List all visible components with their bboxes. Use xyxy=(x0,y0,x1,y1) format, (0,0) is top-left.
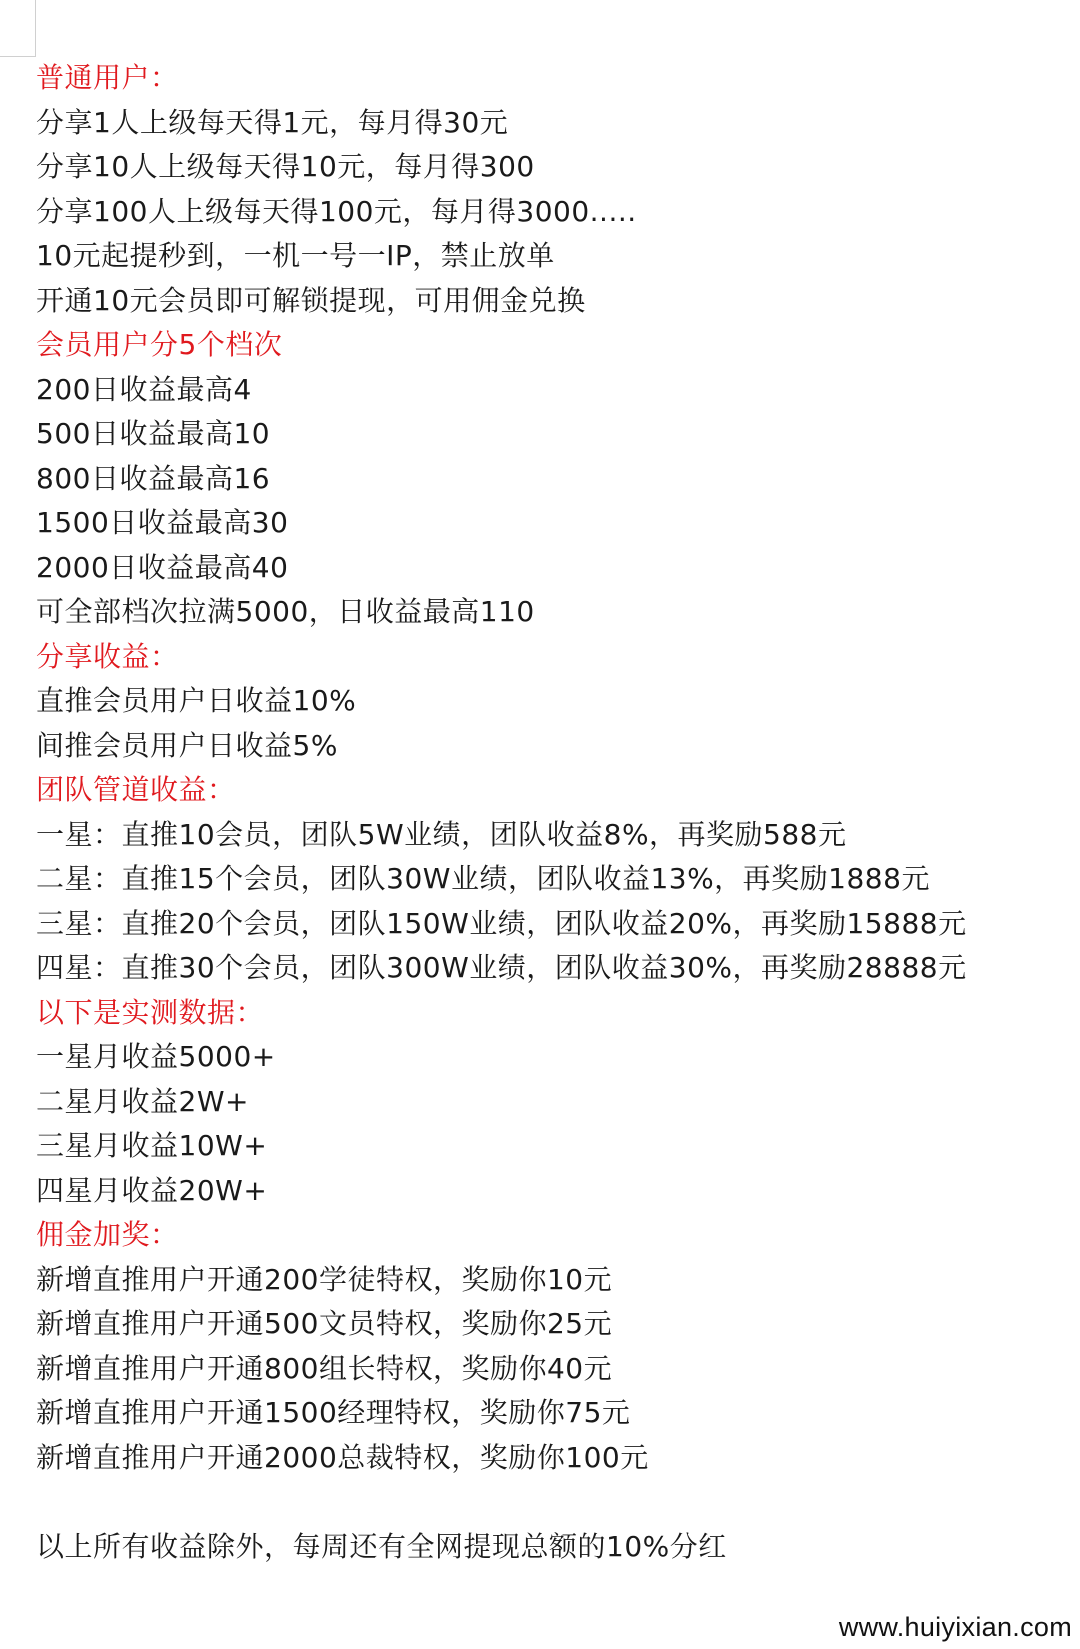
watermark-text: www.huiyixian.com xyxy=(838,1612,1072,1642)
text-line: 分享1人上级每天得1元，每月得30元 xyxy=(36,105,509,139)
section-heading-team-income: 团队管道收益： xyxy=(36,773,236,806)
text-line: 200日收益最高4 xyxy=(36,372,252,406)
page-corner-mark xyxy=(0,0,36,57)
text-line: 新增直推用户开通2000总裁特权，奖励你100元 xyxy=(36,1440,649,1474)
text-line: 一星月收益5000+ xyxy=(36,1040,276,1073)
text-line: 一星：直推10会员，团队5W业绩，团队收益8%，再奖励588元 xyxy=(36,817,847,851)
text-line: 800日收益最高16 xyxy=(36,461,271,495)
text-line: 二星：直推15个会员，团队30W业绩，团队收益13%，再奖励1888元 xyxy=(36,862,930,895)
text-line: 开通10元会员即可解锁提现，可用佣金兑换 xyxy=(36,283,586,317)
text-line: 新增直推用户开通1500经理特权，奖励你75元 xyxy=(36,1396,631,1429)
footer-note: 以上所有收益除外，每周还有全网提现总额的10%分红 xyxy=(36,1529,727,1563)
text-line: 2000日收益最高40 xyxy=(36,550,289,584)
text-line: 10元起提秒到，一机一号一IP，禁止放单 xyxy=(36,239,555,272)
text-line: 四星：直推30个会员，团队300W业绩，团队收益30%，再奖励28888元 xyxy=(36,951,967,984)
text-line: 500日收益最高10 xyxy=(36,417,271,450)
section-heading-regular-users: 普通用户： xyxy=(36,61,179,94)
text-line: 新增直推用户开通200学徒特权，奖励你10元 xyxy=(36,1262,613,1296)
text-line: 三星月收益10W+ xyxy=(36,1129,268,1162)
section-heading-member-tiers: 会员用户分5个档次 xyxy=(36,328,283,361)
text-line: 1500日收益最高30 xyxy=(36,506,289,539)
text-line: 新增直推用户开通800组长特权，奖励你40元 xyxy=(36,1351,613,1385)
section-heading-commission-bonus: 佣金加奖： xyxy=(36,1218,179,1251)
text-line: 二星月收益2W+ xyxy=(36,1084,249,1118)
text-line: 间推会员用户日收益5% xyxy=(36,728,338,762)
blank-line xyxy=(36,1480,1060,1525)
text-line: 直推会员用户日收益10% xyxy=(36,684,357,717)
document-body xyxy=(36,56,1060,1569)
text-line: 分享100人上级每天得100元，每月得3000..... xyxy=(36,194,637,228)
section-heading-share-income: 分享收益： xyxy=(36,639,179,673)
text-line: 三星：直推20个会员，团队150W业绩，团队收益20%，再奖励15888元 xyxy=(36,906,967,940)
text-line: 四星月收益20W+ xyxy=(36,1173,268,1207)
text-line: 新增直推用户开通500文员特权，奖励你25元 xyxy=(36,1307,613,1340)
text-line: 分享10人上级每天得10元，每月得300 xyxy=(36,150,535,183)
section-heading-measured-data: 以下是实测数据： xyxy=(36,995,265,1029)
text-line: 可全部档次拉满5000，日收益最高110 xyxy=(36,595,535,628)
